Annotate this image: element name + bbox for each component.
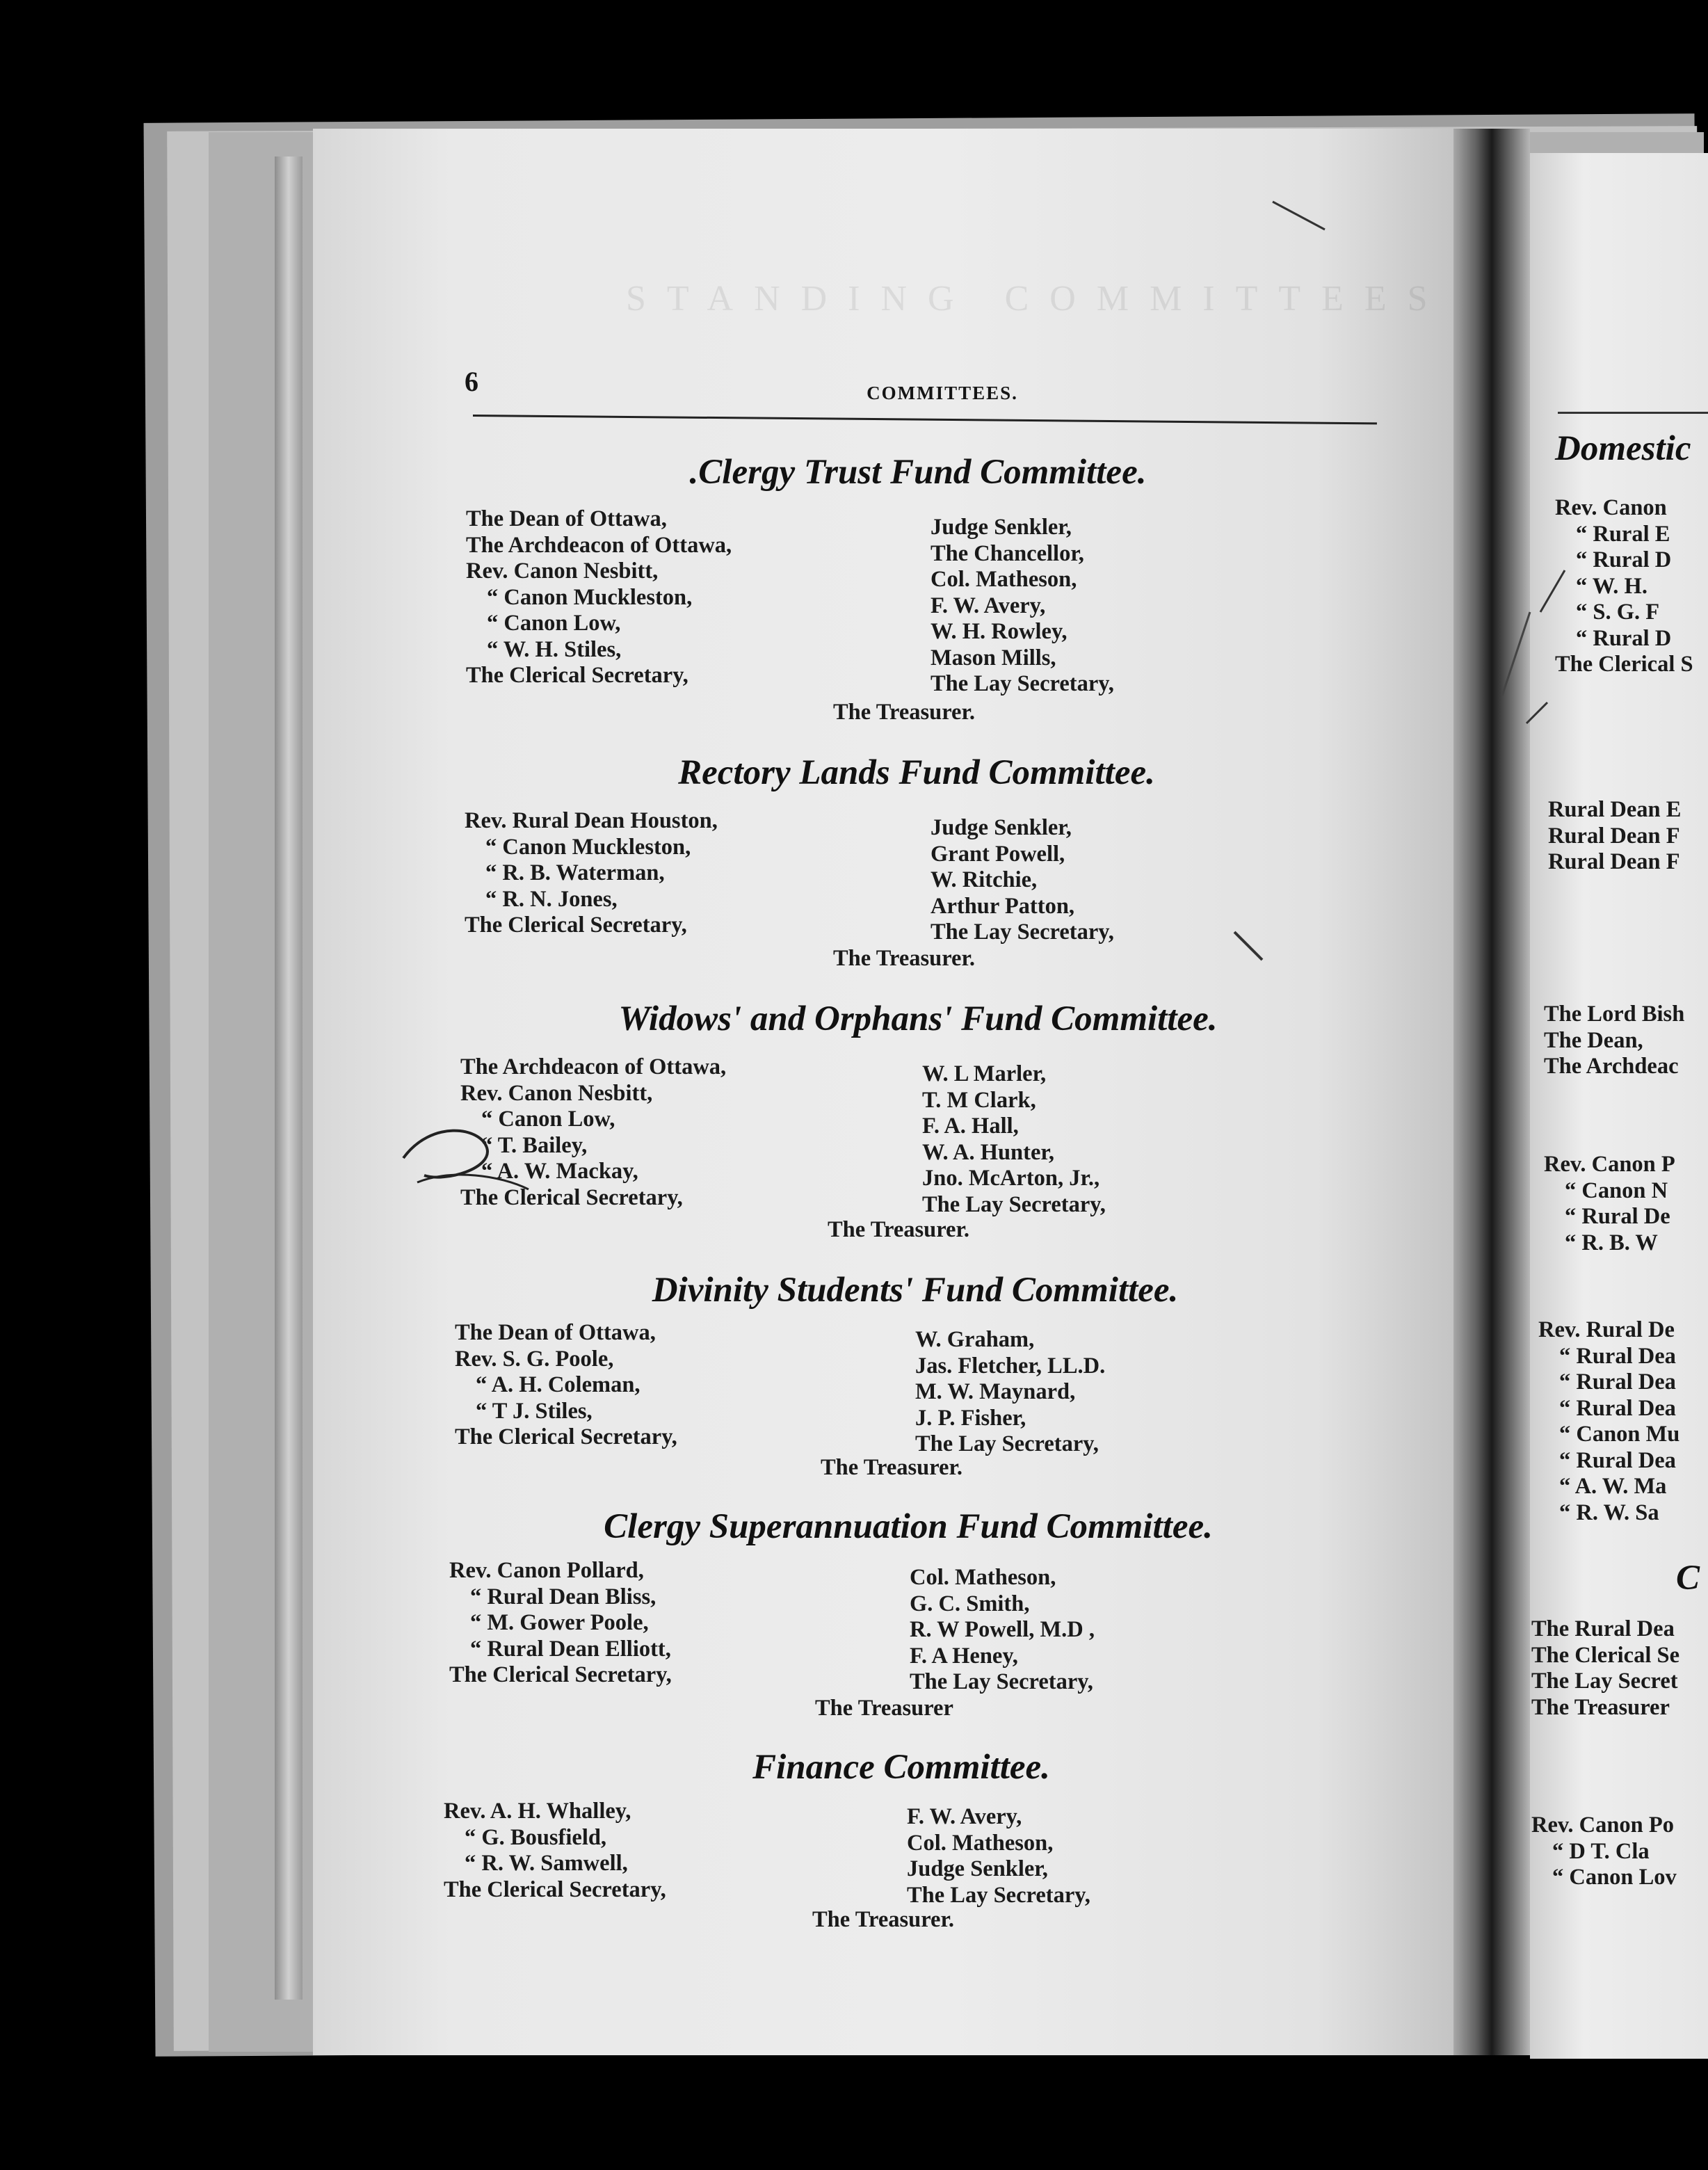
member-name: Judge Senkler, (930, 815, 1072, 840)
member-name: Judge Senkler, (930, 515, 1072, 540)
member-name: Rev. Canon P (1544, 1152, 1675, 1177)
member-name: J. P. Fisher, (915, 1405, 1026, 1431)
member-name: The Clerical Secretary, (449, 1662, 672, 1687)
member-name: The Chancellor, (930, 540, 1084, 566)
member-name: The Lay Secretary, (922, 1191, 1106, 1217)
member-name: W. L Marler, (922, 1061, 1047, 1086)
member-name: “ Canon N (1565, 1178, 1668, 1203)
page-number: 6 (465, 366, 478, 397)
member-name: The Clerical Secretary, (460, 1184, 683, 1210)
member-name: The Archdeac (1544, 1054, 1679, 1079)
member-name: “ S. G. F (1576, 600, 1660, 625)
member-name: Rev. Canon Pollard, (449, 1558, 644, 1583)
committee-treasurer: The Treasurer. (833, 946, 976, 971)
member-name: “ W. H. (1576, 573, 1647, 599)
member-name: Col. Matheson, (910, 1565, 1056, 1590)
member-name: “ Rural Dean Bliss, (470, 1584, 656, 1609)
member-name: Rev. Canon Nesbitt, (466, 558, 659, 584)
member-name: Rev. Rural Dean Houston, (465, 808, 718, 833)
member-name: Jno. McArton, Jr., (922, 1166, 1100, 1191)
member-name: T. M Clark, (922, 1087, 1036, 1113)
member-name: “ W. H. Stiles, (487, 636, 622, 662)
member-name: Rural Dean F (1548, 849, 1680, 874)
member-name: Rural Dean E (1548, 797, 1682, 822)
member-name: The Lord Bish (1544, 1002, 1685, 1027)
member-name: Arthur Patton, (930, 893, 1075, 919)
member-name: Rev. Canon (1555, 495, 1667, 520)
member-name: “ Canon Low, (487, 611, 621, 636)
member-name: “ Canon Muckleston, (487, 584, 693, 610)
committee-title: Clergy Superannuation Fund Committee. (604, 1507, 1213, 1546)
member-name: “ G. Bousfield, (465, 1824, 607, 1850)
member-name: The Lay Secretary, (930, 671, 1114, 696)
member-name: The Clerical Secretary, (444, 1876, 666, 1902)
member-name: The Clerical Se (1531, 1642, 1680, 1668)
committee-treasurer: The Treasurer (815, 1696, 953, 1721)
member-name: F. W. Avery, (930, 593, 1046, 618)
member-name: “ Rural Dea (1559, 1395, 1676, 1421)
member-name: The Clerical Secretary, (465, 913, 687, 938)
member-name: The Archdeacon of Ottawa, (466, 532, 732, 558)
member-name: Rev. Canon Nesbitt, (460, 1080, 653, 1106)
member-name: W. Graham, (915, 1327, 1035, 1352)
committee-title: Finance Committee. (752, 1748, 1050, 1787)
member-name: “ Rural Dea (1559, 1369, 1676, 1395)
member-name: “ R. B. W (1565, 1230, 1658, 1255)
member-name: W. A. Hunter, (922, 1139, 1054, 1165)
member-name: “ Canon Low, (481, 1107, 615, 1132)
member-name: The Dean, (1544, 1027, 1643, 1053)
member-name: “ Canon Lov (1552, 1865, 1677, 1890)
committee-treasurer: The Treasurer. (812, 1907, 955, 1932)
member-name: The Clerical Secretary, (455, 1424, 677, 1449)
member-name: Judge Senkler, (907, 1856, 1048, 1881)
member-name: The Lay Secretary, (930, 919, 1114, 945)
member-name: “ Canon Mu (1559, 1422, 1680, 1447)
member-name: The Dean of Ottawa, (466, 506, 667, 531)
member-name: F. A Heney, (910, 1643, 1018, 1669)
committee-title: Rectory Lands Fund Committee. (678, 753, 1155, 792)
member-name: “ Rural Dea (1559, 1343, 1676, 1369)
member-name: The Dean of Ottawa, (455, 1320, 656, 1345)
member-name: Col. Matheson, (907, 1830, 1054, 1856)
member-name: “ Rural D (1576, 547, 1672, 572)
committee-treasurer: The Treasurer. (833, 700, 976, 725)
member-name: The Lay Secretary, (910, 1669, 1093, 1694)
member-name: “ T. Bailey, (481, 1132, 588, 1158)
member-name: Col. Matheson, (930, 567, 1077, 592)
member-name: Grant Powell, (930, 841, 1065, 867)
member-name: “ Rural D (1576, 625, 1672, 651)
member-name: “ M. Gower Poole, (470, 1610, 649, 1635)
member-name: The Rural Dea (1531, 1616, 1675, 1641)
right-page-title: Domestic (1555, 429, 1691, 468)
member-name: Rev. A. H. Whalley, (444, 1799, 631, 1824)
member-name: The Treasurer (1531, 1694, 1670, 1720)
committee-treasurer: The Treasurer. (821, 1455, 963, 1480)
member-name: F. W. Avery, (907, 1804, 1022, 1829)
member-name: “ Rural E (1576, 521, 1670, 547)
member-name: The Lay Secretary, (915, 1431, 1099, 1456)
committee-treasurer: The Treasurer. (828, 1217, 970, 1242)
member-name: G. C. Smith, (910, 1591, 1030, 1616)
right-page-section-title: C (1676, 1559, 1700, 1598)
member-name: The Archdeacon of Ottawa, (460, 1054, 727, 1079)
member-name: “ R. N. Jones, (485, 886, 618, 912)
member-name: W. H. Rowley, (930, 619, 1068, 644)
member-name: “ T J. Stiles, (476, 1398, 593, 1424)
member-name: “ D T. Cla (1552, 1838, 1650, 1864)
committee-title: Divinity Students' Fund Committee. (652, 1271, 1179, 1310)
bleed-through-text: STANDING COMMITTEES (626, 279, 1449, 319)
member-name: “ Canon Muckleston, (485, 834, 691, 860)
member-name: “ Rural De (1565, 1204, 1670, 1229)
member-name: Rev. Rural De (1538, 1317, 1675, 1342)
member-name: “ Rural Dean Elliott, (470, 1636, 671, 1662)
member-name: Jas. Fletcher, LL.D. (915, 1353, 1106, 1379)
member-name: Rural Dean F (1548, 823, 1680, 849)
running-head: COMMITTEES. (867, 383, 1018, 403)
member-name: The Lay Secretary, (907, 1882, 1090, 1908)
member-name: Rev. S. G. Poole, (455, 1346, 614, 1372)
member-name: “ A. H. Coleman, (476, 1372, 640, 1397)
committee-title: .Clergy Trust Fund Committee. (689, 453, 1147, 492)
member-name: “ R. W. Samwell, (465, 1851, 628, 1876)
member-name: The Clerical S (1555, 652, 1693, 677)
committee-title: Widows' and Orphans' Fund Committee. (618, 999, 1218, 1038)
member-name: R. W Powell, M.D , (910, 1617, 1095, 1642)
member-name: Mason Mills, (930, 645, 1056, 670)
member-name: The Clerical Secretary, (466, 663, 688, 688)
member-name: F. A. Hall, (922, 1114, 1019, 1139)
member-name: “ A. W. Mackay, (481, 1159, 638, 1184)
member-name: “ R. B. Waterman, (485, 860, 665, 885)
member-name: “ R. W. Sa (1559, 1500, 1659, 1525)
member-name: Rev. Canon Po (1531, 1813, 1674, 1838)
member-name: M. W. Maynard, (915, 1379, 1076, 1404)
member-name: “ Rural Dea (1559, 1447, 1676, 1473)
member-name: The Lay Secret (1531, 1669, 1678, 1694)
member-name: W. Ritchie, (930, 867, 1038, 892)
member-name: “ A. W. Ma (1559, 1474, 1667, 1499)
